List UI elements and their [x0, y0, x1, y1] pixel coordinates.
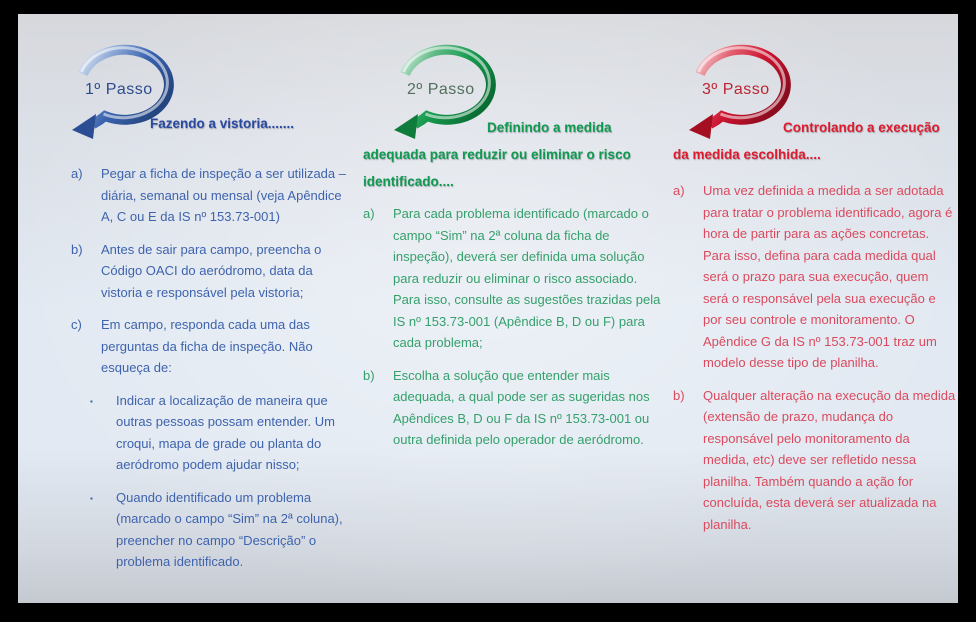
bullet-square-icon: ▪	[90, 493, 93, 503]
list-marker: a)	[673, 183, 685, 198]
list-item-text: Em campo, responda cada uma das perguntas da ficha de inspeção. Não esqueça de:	[101, 317, 313, 375]
step1-circular-arrow-icon	[63, 40, 183, 140]
list-item	[71, 163, 349, 228]
list-marker: b)	[71, 241, 83, 257]
list-item	[71, 314, 349, 379]
list-item	[363, 203, 661, 354]
list-item	[673, 180, 957, 374]
step3-arrow-wrap	[673, 40, 957, 136]
list-item-text: Para cada problema identificado (marcado o campo “Sim” na 2ª coluna da ficha de inspeção), deverá ser definida uma solução para reduzir ou eliminar o risco associado. Para isso, consulte as sugestões trazidas pela IS nº 153.73-001 (Apêndice B, D ou F) para cada problema;	[393, 206, 661, 350]
step3-title: Controlando a execução da medida escolhida....	[673, 120, 940, 162]
list-item	[673, 385, 957, 536]
list-item-text: Indicar a localização de maneira que outras pessoas possam entender. Um croqui, mapa de grade ou planta do aeródromo podem ajudar nisso;	[116, 392, 335, 472]
step1-arrow-wrap	[71, 40, 349, 136]
list-item-text: Quando identificado um problema (marcado o campo “Sim” na 2ª coluna), preencher no campo “Descrição” o problema identificado.	[116, 489, 343, 569]
list-marker: b)	[363, 367, 375, 383]
list-marker: c)	[71, 317, 82, 332]
step3-column	[673, 40, 957, 546]
step1-title: Fazendo a vistoria.......	[150, 116, 295, 131]
step3-circular-arrow-icon	[680, 40, 800, 140]
list-marker: b)	[673, 387, 685, 403]
step1-column	[71, 40, 349, 584]
step1-list	[71, 163, 349, 573]
list-item-text: Qualquer alteração na execução da medida (extensão de prazo, mudança do responsável pelo monitoramento da medida, etc) deve ser refletido nessa planilha. Também quando a ação for concluída, esta deverá ser atualizada na planilha.	[703, 387, 956, 532]
step2-label: 2º Passo	[407, 81, 475, 98]
step2-list	[363, 203, 661, 451]
list-item	[71, 239, 349, 304]
list-item-text: Escolha a solução que entender mais adequada, a qual pode ser as sugeridas nos Apêndices B, D ou F da IS nº 153.73-001 ou outra definida pelo operador de aeródromo.	[393, 367, 650, 447]
step3-list	[673, 180, 957, 535]
bullet-square-icon: ▪	[90, 396, 93, 406]
step2-column	[363, 40, 661, 462]
step2-circular-arrow-icon	[385, 40, 505, 140]
list-item-text: Pegar a ficha de inspeção a ser utilizada – diária, semanal ou mensal (veja Apêndice A, C ou E da IS nº 153.73-001)	[101, 166, 346, 224]
list-sub-item	[90, 390, 349, 476]
step2-title: Definindo a medida adequada para reduzir ou eliminar o risco identificado....	[363, 120, 631, 189]
list-item-text: Uma vez definida a medida a ser adotada para tratar o problema identificado, agora é hora de partir para as ações concretas. Para isso, defina para cada medida qual será o prazo para sua execução, quem será o responsável pela sua execução e por seu controle e monitoramento. O Apêndice G da IS nº 153.73-001 traz um modelo desse tipo de planilha.	[703, 183, 953, 370]
list-item	[363, 365, 661, 451]
list-sub-item	[90, 487, 349, 573]
step2-arrow-wrap	[363, 40, 661, 136]
list-marker: a)	[71, 166, 83, 181]
slide-canvas	[18, 14, 958, 603]
step1-label: 1º Passo	[85, 81, 153, 98]
list-item-text: Antes de sair para campo, preencha o Código OACI do aeródromo, data da vistoria e responsável pela vistoria;	[101, 241, 322, 300]
step3-label: 3º Passo	[702, 81, 770, 98]
list-marker: a)	[363, 206, 375, 221]
